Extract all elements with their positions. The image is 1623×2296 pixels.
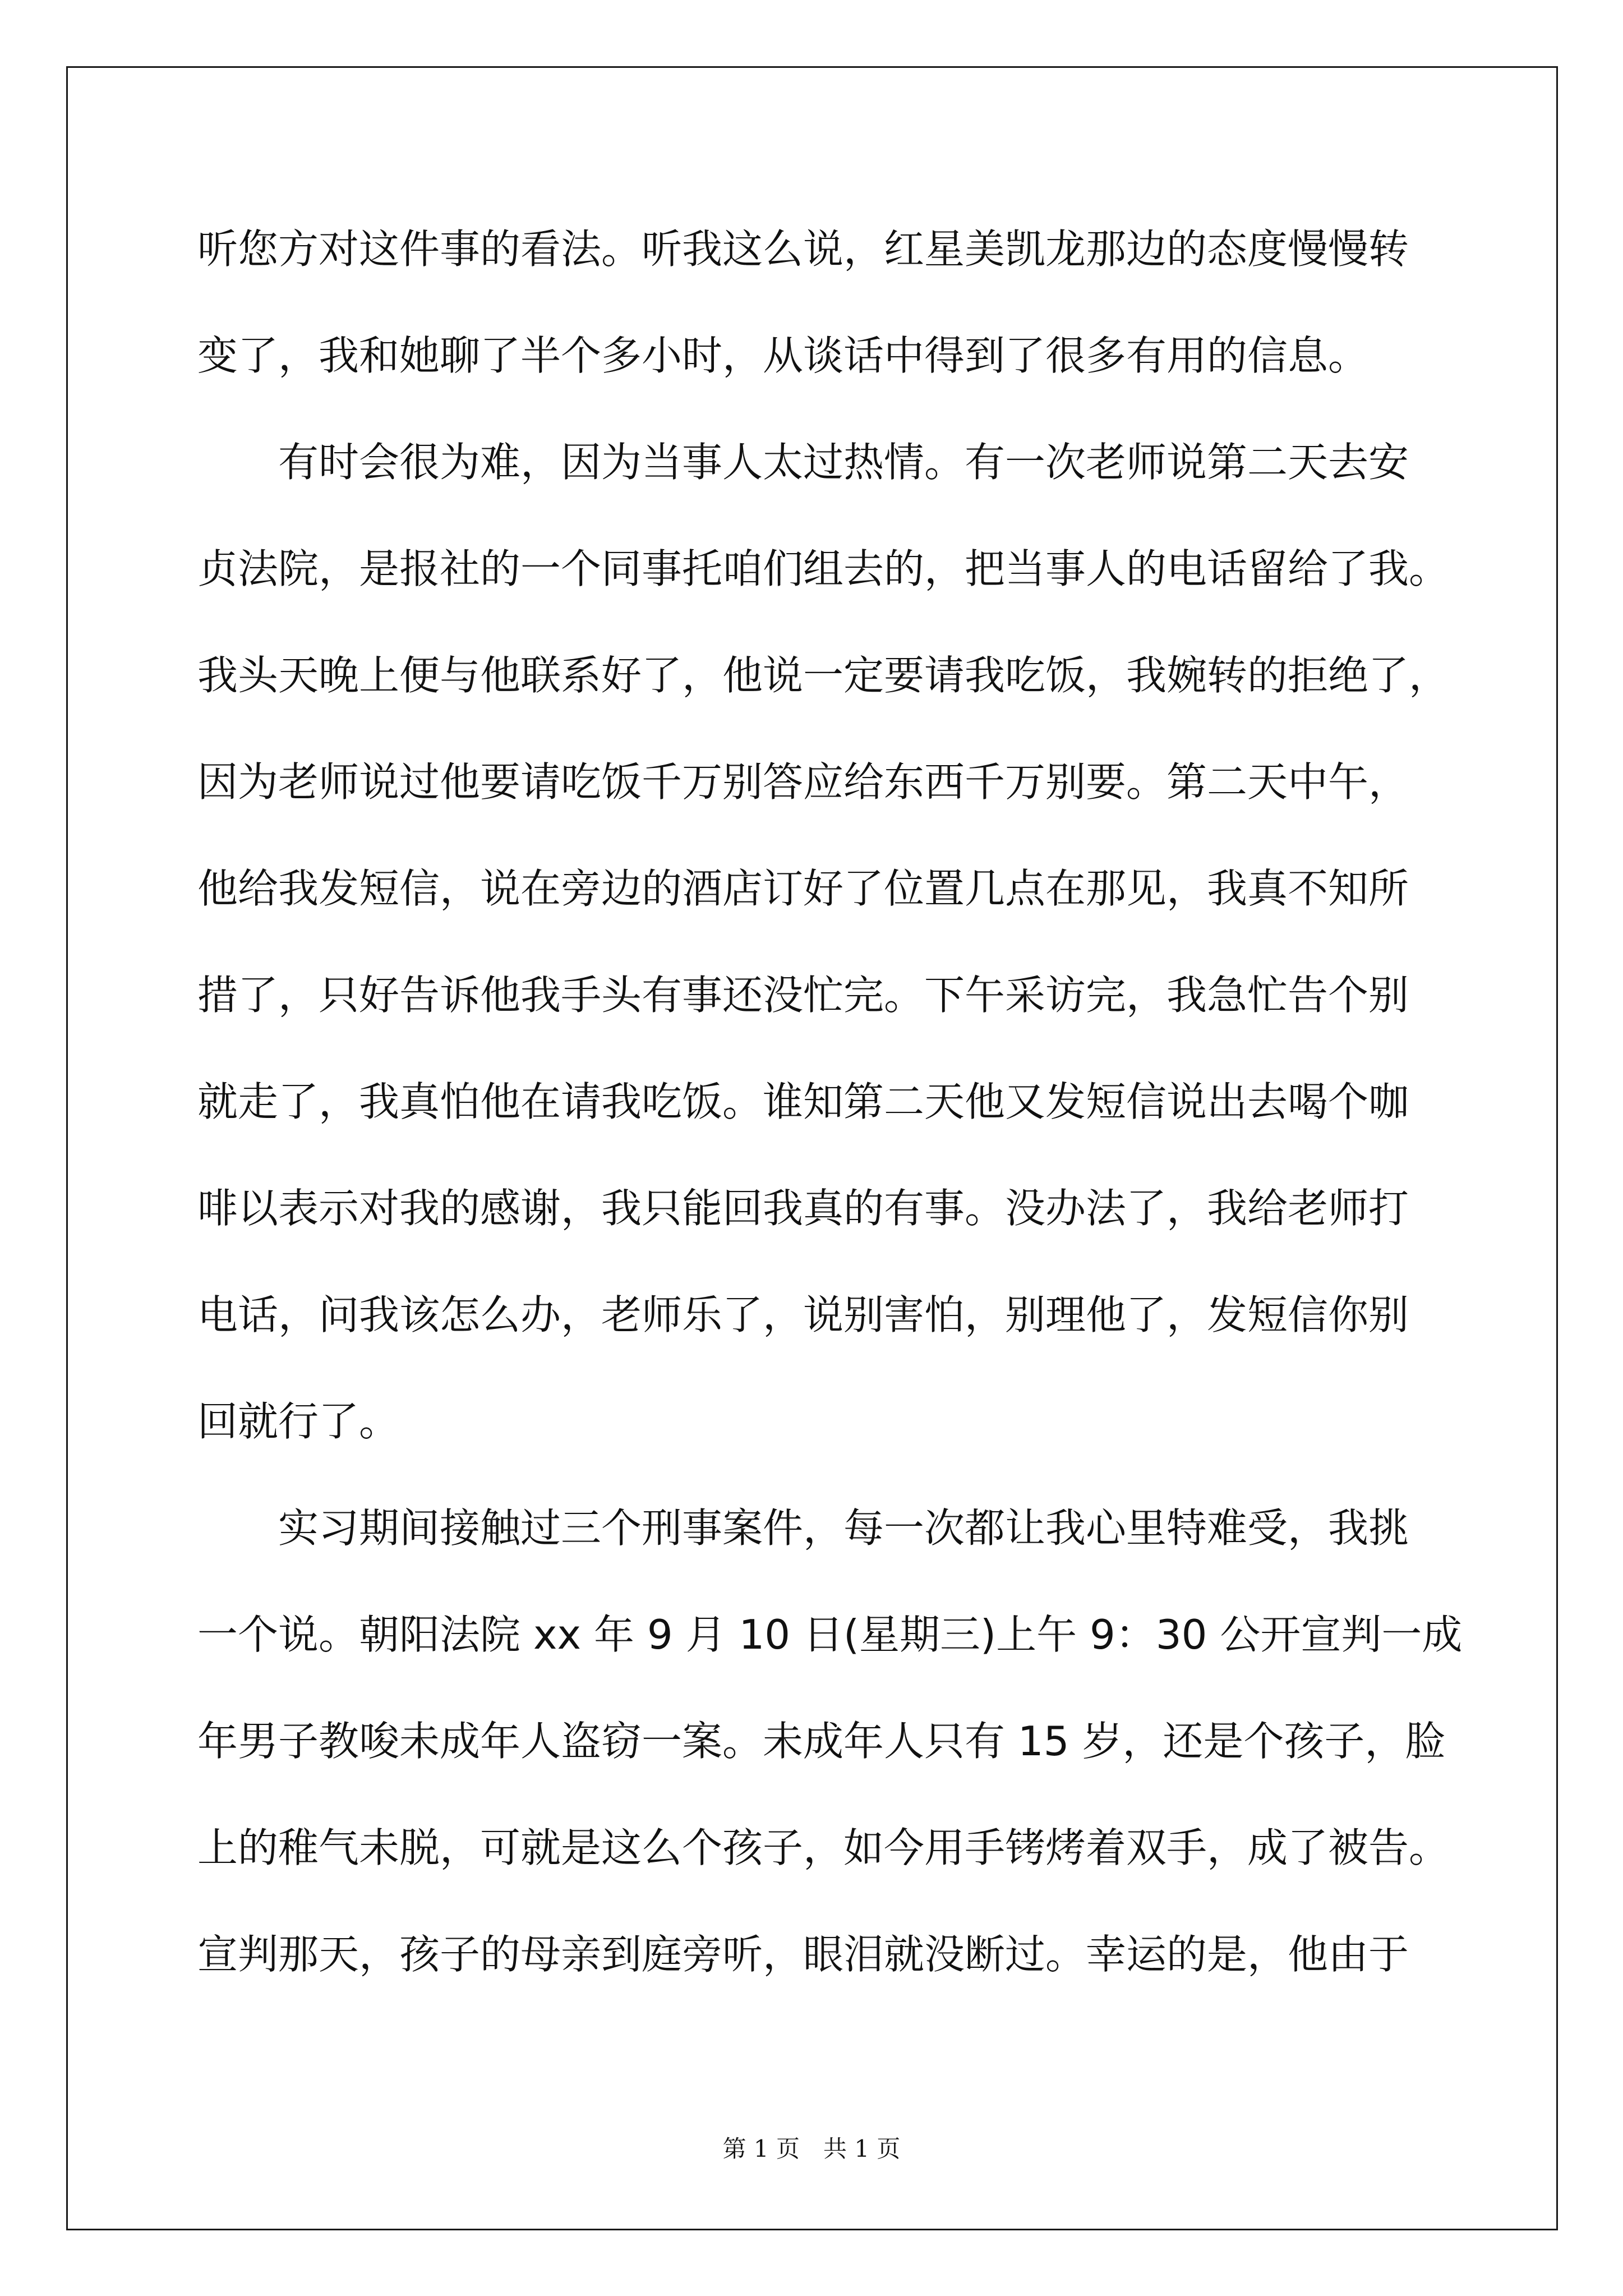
text-line-5: 我头天晚上便与他联系好了，他说一定要请我吃饭，我婉转的拒绝了， bbox=[197, 652, 1450, 699]
text-line-14: 一个说。朝阳法院 xx 年 9 月 10 日(星期三)上午 9：30 公开宣判一成 bbox=[197, 1611, 1463, 1658]
text-line-11: 电话，问我该怎么办，老师乐了，说别害怕，别理他了，发短信你别 bbox=[197, 1291, 1409, 1338]
page-footer: 第 1 页 共 1 页 bbox=[722, 2135, 901, 2162]
text-line-2: 变了，我和她聊了半个多小时，从谈话中得到了很多有用的信息。 bbox=[197, 332, 1369, 379]
text-line-4: 贞法院，是报社的一个同事托咱们组去的，把当事人的电话留给了我。 bbox=[197, 545, 1450, 592]
text-line-10: 啡以表示对我的感谢，我只能回我真的有事。没办法了，我给老师打 bbox=[197, 1185, 1409, 1232]
text-line-17: 宣判那天，孩子的母亲到庭旁听，眼泪就没断过。幸运的是，他由于 bbox=[197, 1931, 1409, 1978]
text-line-12: 回就行了。 bbox=[197, 1398, 400, 1445]
text-line-7: 他给我发短信，说在旁边的酒店订好了位置几点在那见，我真不知所 bbox=[197, 865, 1409, 912]
text-line-8: 措了，只好告诉他我手头有事还没忙完。下午采访完，我急忙告个别 bbox=[197, 972, 1409, 1019]
text-line-6: 因为老师说过他要请吃饭千万别答应给东西千万别要。第二天中午， bbox=[197, 758, 1409, 806]
text-line-9: 就走了，我真怕他在请我吃饭。谁知第二天他又发短信说出去喝个咖 bbox=[197, 1078, 1409, 1125]
text-line-13: 实习期间接触过三个刑事案件，每一次都让我心里特难受，我挑 bbox=[197, 1504, 1409, 1552]
text-line-3: 有时会很为难，因为当事人太过热情。有一次老师说第二天去安 bbox=[197, 439, 1409, 486]
page-border bbox=[66, 66, 1558, 2230]
text-line-16: 上的稚气未脱，可就是这么个孩子，如今用手铐烤着双手，成了被告。 bbox=[197, 1824, 1450, 1871]
text-line-1: 听您方对这件事的看法。听我这么说，红星美凯龙那边的态度慢慢转 bbox=[197, 226, 1409, 273]
text-line-15: 年男子教唆未成年人盗窃一案。未成年人只有 15 岁，还是个孩子，脸 bbox=[197, 1718, 1446, 1765]
